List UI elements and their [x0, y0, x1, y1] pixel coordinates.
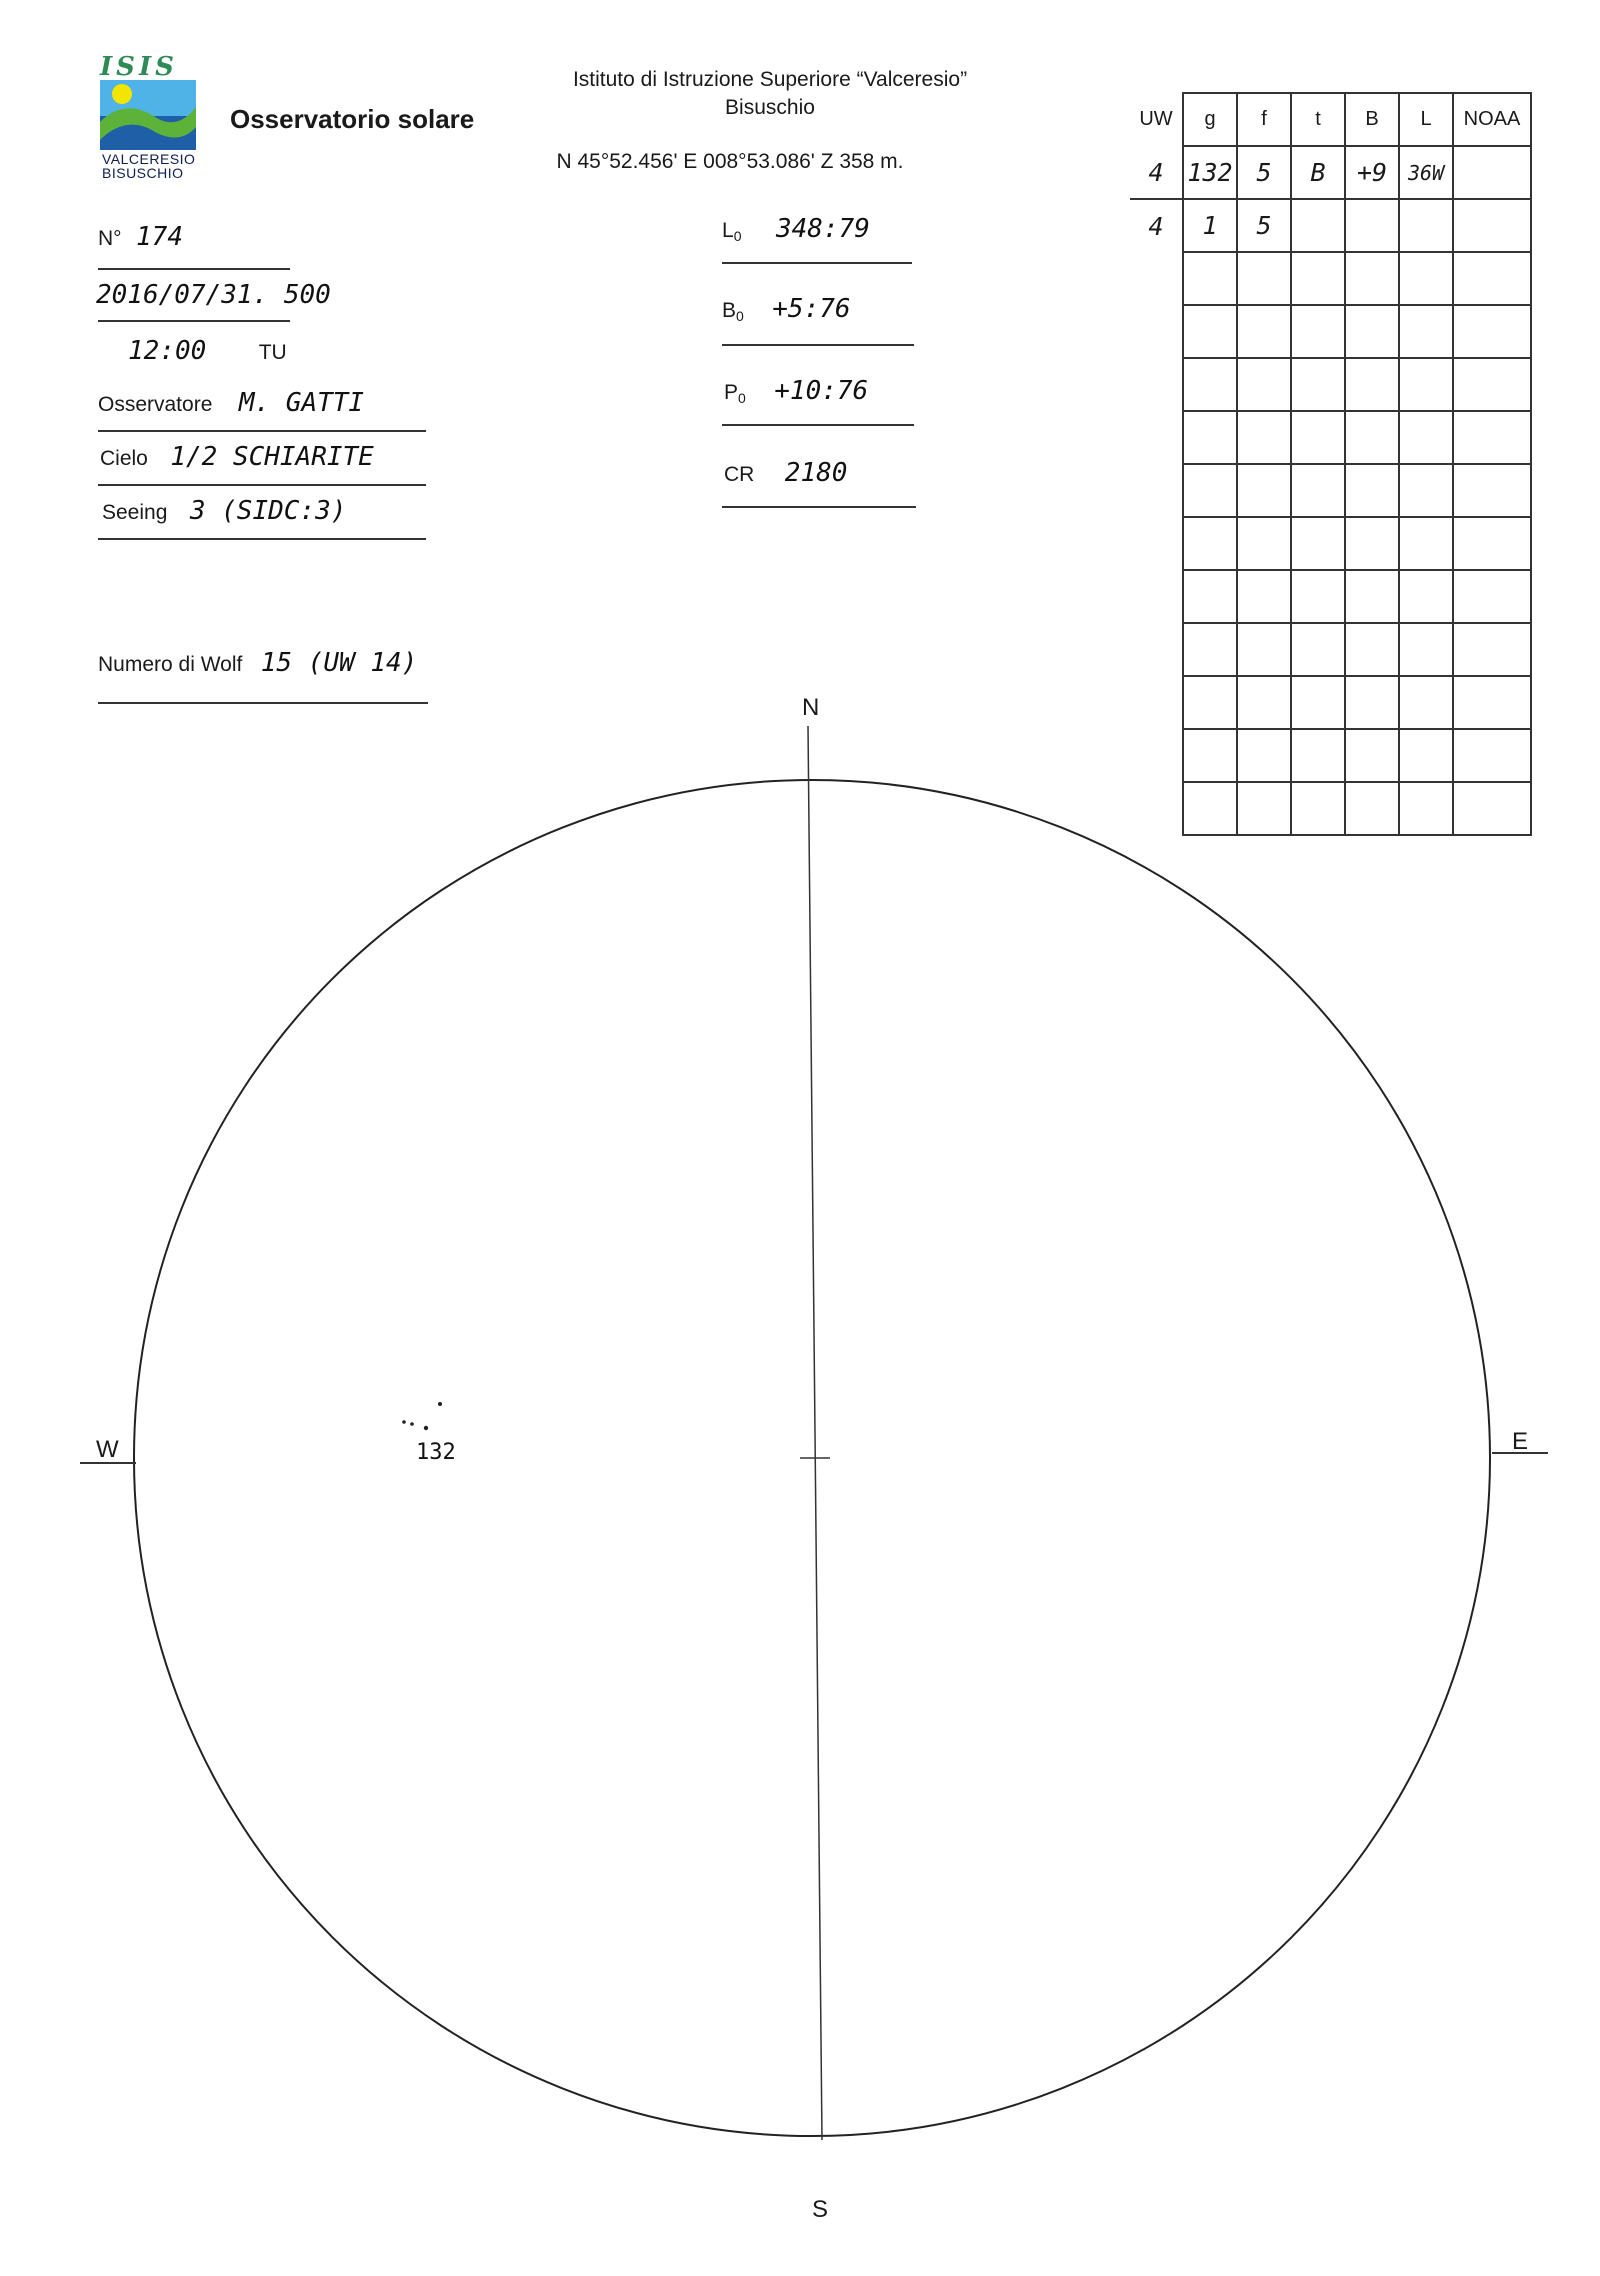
north-south-axis [808, 726, 822, 2140]
sunspot [402, 1420, 406, 1424]
cr-value: 2180 [784, 458, 848, 488]
table-header-b: B [1345, 93, 1399, 146]
institute-line2: Bisuschio [725, 96, 815, 119]
b0-subscript: 0 [736, 308, 744, 325]
sunspot [424, 1426, 428, 1430]
b0-value: +5:76 [772, 294, 851, 324]
observatory-title: Osservatorio solare [230, 104, 475, 134]
p0-subscript: 0 [738, 390, 746, 407]
b0-label: B [722, 299, 737, 322]
sunspot [438, 1402, 442, 1406]
sunspot-group-label: 132 [416, 1440, 456, 1465]
logo-title: ISIS [100, 52, 178, 82]
east-label: E [1512, 1428, 1529, 1455]
table-header-uw: UW [1139, 108, 1173, 130]
south-label: S [812, 2196, 829, 2223]
table-cell: 1 [1183, 199, 1237, 252]
table-header-l: L [1399, 93, 1453, 146]
p0-label: P [724, 381, 739, 404]
table-cell: 5 [1237, 146, 1291, 199]
seeing-value: 3 (SIDC:3) [189, 496, 347, 526]
sky-label: Cielo [100, 447, 148, 470]
p0-value: +10:76 [774, 376, 869, 406]
table-header-f: f [1237, 93, 1291, 146]
site-coordinates: N 45°52.456' E 008°53.086' Z 358 m. [556, 150, 904, 173]
west-label: W [96, 1436, 119, 1463]
institute-line1: Istituto di Istruzione Superiore “Valceresio” [572, 68, 968, 91]
table-header-noaa: NOAA [1453, 93, 1531, 146]
table-cell: +9 [1345, 146, 1399, 199]
observer-label: Osservatore [98, 393, 213, 416]
table-header-g: g [1183, 93, 1237, 146]
logo-subtitle-line2: BISUSCHIO [102, 165, 184, 181]
table-cell: 132 [1183, 146, 1237, 199]
time-unit: TU [258, 341, 287, 364]
table-cell: 36W [1399, 146, 1453, 199]
table-cell-uw: 4 [1148, 211, 1164, 241]
observer-value: M. GATTI [238, 388, 365, 418]
table-cell: B [1291, 146, 1345, 199]
north-label: N [802, 694, 820, 721]
time-value: 12:00 [128, 336, 207, 366]
table-header-t: t [1291, 93, 1345, 146]
wolf-value: 15 (UW 14) [260, 648, 418, 678]
cr-label: CR [724, 463, 755, 486]
number-label: N° [98, 227, 122, 250]
table-cell: 5 [1237, 199, 1291, 252]
logo-subtitle-line1: VALCERESIO [102, 151, 196, 167]
date-value: 2016/07/31. 500 [96, 280, 331, 310]
l0-value: 348:79 [775, 214, 870, 244]
wolf-label: Numero di Wolf [98, 653, 243, 676]
l0-subscript: 0 [733, 228, 742, 245]
sky-value: 1/2 SCHIARITE [170, 442, 374, 472]
seeing-label: Seeing [102, 501, 168, 524]
l0-label: L [722, 219, 734, 242]
number-value: 174 [136, 222, 183, 252]
table-cell-uw: 4 [1130, 146, 1183, 199]
sunspot [410, 1422, 414, 1426]
